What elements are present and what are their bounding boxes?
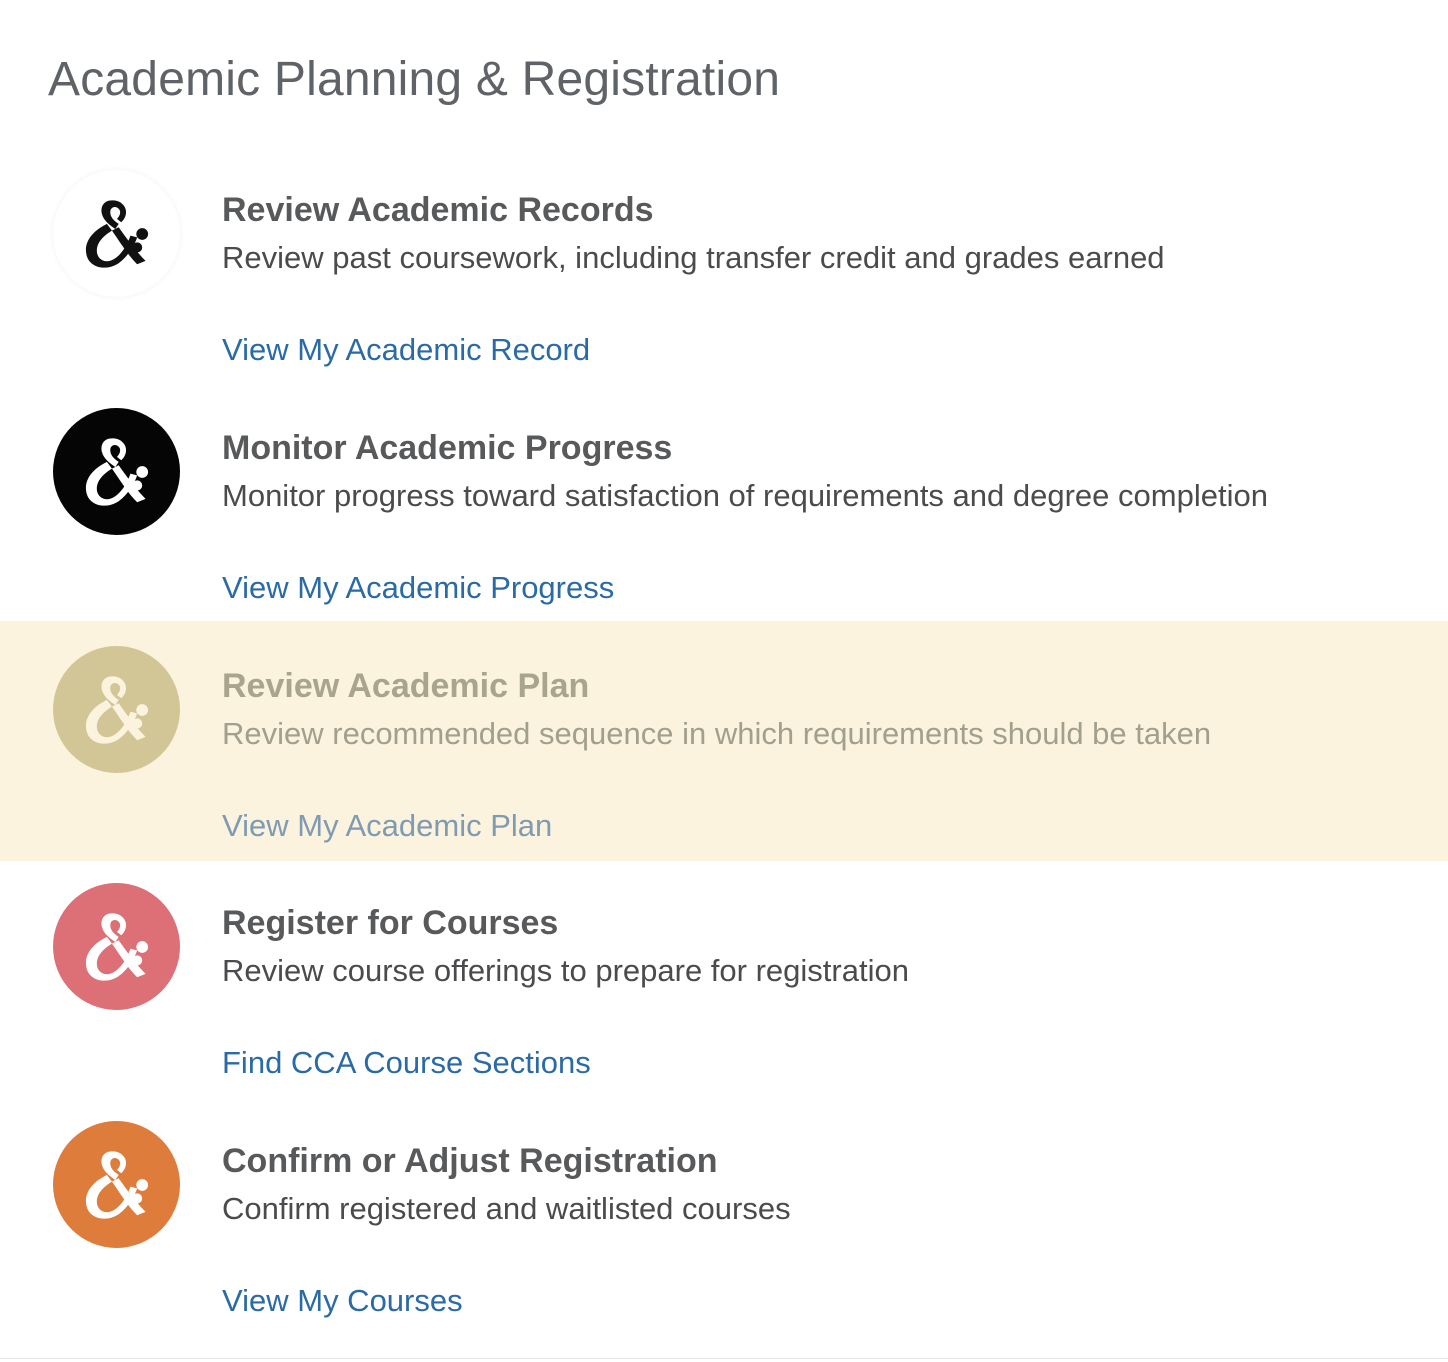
ampersand-logo-icon [53,408,180,535]
task-description: Monitor progress toward satisfaction of requirements and degree completion [222,478,1268,513]
view-my-academic-record-link[interactable]: View My Academic Record [222,332,591,367]
page-title: Academic Planning & Registration [48,53,781,106]
task-confirm-or-adjust-registration [0,1096,1448,1336]
task-description: Review course offerings to prepare for registration [222,953,909,988]
task-monitor-academic-progress [0,383,1448,623]
ampersand-glyph [75,192,159,276]
ampersand-logo-icon [53,1121,180,1248]
task-title: Review Academic Records [222,191,654,229]
task-description: Review past coursework, including transfer credit and grades earned [222,240,1165,275]
view-my-academic-plan-link[interactable]: View My Academic Plan [222,808,553,843]
task-register-for-courses [0,858,1448,1098]
task-title: Review Academic Plan [222,667,590,705]
ampersand-glyph [75,905,159,989]
task-description: Confirm registered and waitlisted courses [222,1191,791,1226]
view-my-courses-link[interactable]: View My Courses [222,1283,463,1318]
task-title: Confirm or Adjust Registration [222,1142,718,1180]
view-my-academic-progress-link[interactable]: View My Academic Progress [222,570,615,605]
divider [0,1358,1448,1359]
ampersand-logo-icon [53,170,180,297]
task-title: Register for Courses [222,904,559,942]
ampersand-glyph [75,1143,159,1227]
ampersand-glyph [75,668,159,752]
task-review-academic-records [0,145,1448,385]
task-description: Review recommended sequence in which requirements should be taken [222,716,1212,751]
task-title: Monitor Academic Progress [222,429,673,467]
ampersand-logo-icon [53,646,180,773]
task-review-academic-plan [0,621,1448,861]
ampersand-logo-icon [53,883,180,1010]
ampersand-glyph [75,430,159,514]
find-cca-course-sections-link[interactable]: Find CCA Course Sections [222,1045,591,1080]
